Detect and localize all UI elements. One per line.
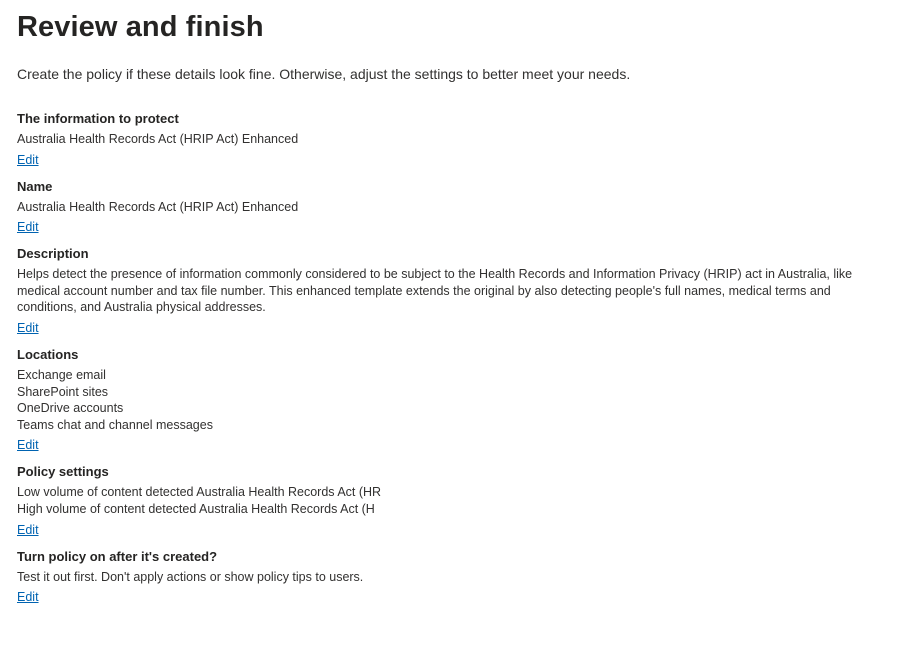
locations-list [17, 367, 886, 433]
page-intro: Create the policy if these details look fine. Otherwise, adjust the settings to better meet your needs. [17, 66, 631, 82]
section-description [17, 245, 886, 337]
location-item: OneDrive accounts [17, 401, 124, 416]
policy-setting-item: Low volume of content detected Australia Health Records Act (HR [17, 485, 382, 500]
summary-sections [17, 110, 886, 606]
section-heading: Turn policy on after it's created? [17, 548, 218, 564]
location-item: Teams chat and channel messages [17, 417, 213, 432]
section-information-to-protect [17, 110, 886, 169]
section-turn-policy-on [17, 548, 886, 607]
section-locations [17, 346, 886, 454]
page-title: Review and finish [17, 11, 264, 43]
policy-settings-list [17, 484, 886, 517]
edit-locations-link[interactable]: Edit [17, 438, 39, 453]
section-heading: Locations [17, 346, 79, 362]
location-item: Exchange email [17, 367, 106, 382]
edit-description-link[interactable]: Edit [17, 320, 39, 335]
policy-setting-item: High volume of content detected Australia Health Records Act (H [17, 501, 375, 516]
edit-turn-on-link[interactable]: Edit [17, 590, 39, 605]
section-name [17, 178, 886, 237]
edit-information-link[interactable]: Edit [17, 152, 39, 167]
section-heading: Description [17, 246, 89, 262]
edit-policy-settings-link[interactable]: Edit [17, 522, 39, 537]
section-policy-settings [17, 463, 886, 538]
section-value: Helps detect the presence of information commonly considered to be subject to the Health Records and Information Privacy (HRIP) act in Australia, like medical account number and tax file number. This enhanced template extends the original by also detecting people's full names, medical terms and conditions, and Australia physical addresses. [17, 267, 853, 315]
section-value: Australia Health Records Act (HRIP Act) Enhanced [17, 199, 299, 214]
section-heading: The information to protect [17, 111, 179, 126]
section-value: Australia Health Records Act (HRIP Act) Enhanced [17, 132, 299, 146]
section-heading: Policy settings [17, 464, 109, 480]
location-item: SharePoint sites [17, 384, 109, 399]
section-value: Test it out first. Don't apply actions or show policy tips to users. [17, 569, 364, 584]
edit-name-link[interactable]: Edit [17, 220, 39, 235]
section-heading: Name [17, 178, 53, 194]
